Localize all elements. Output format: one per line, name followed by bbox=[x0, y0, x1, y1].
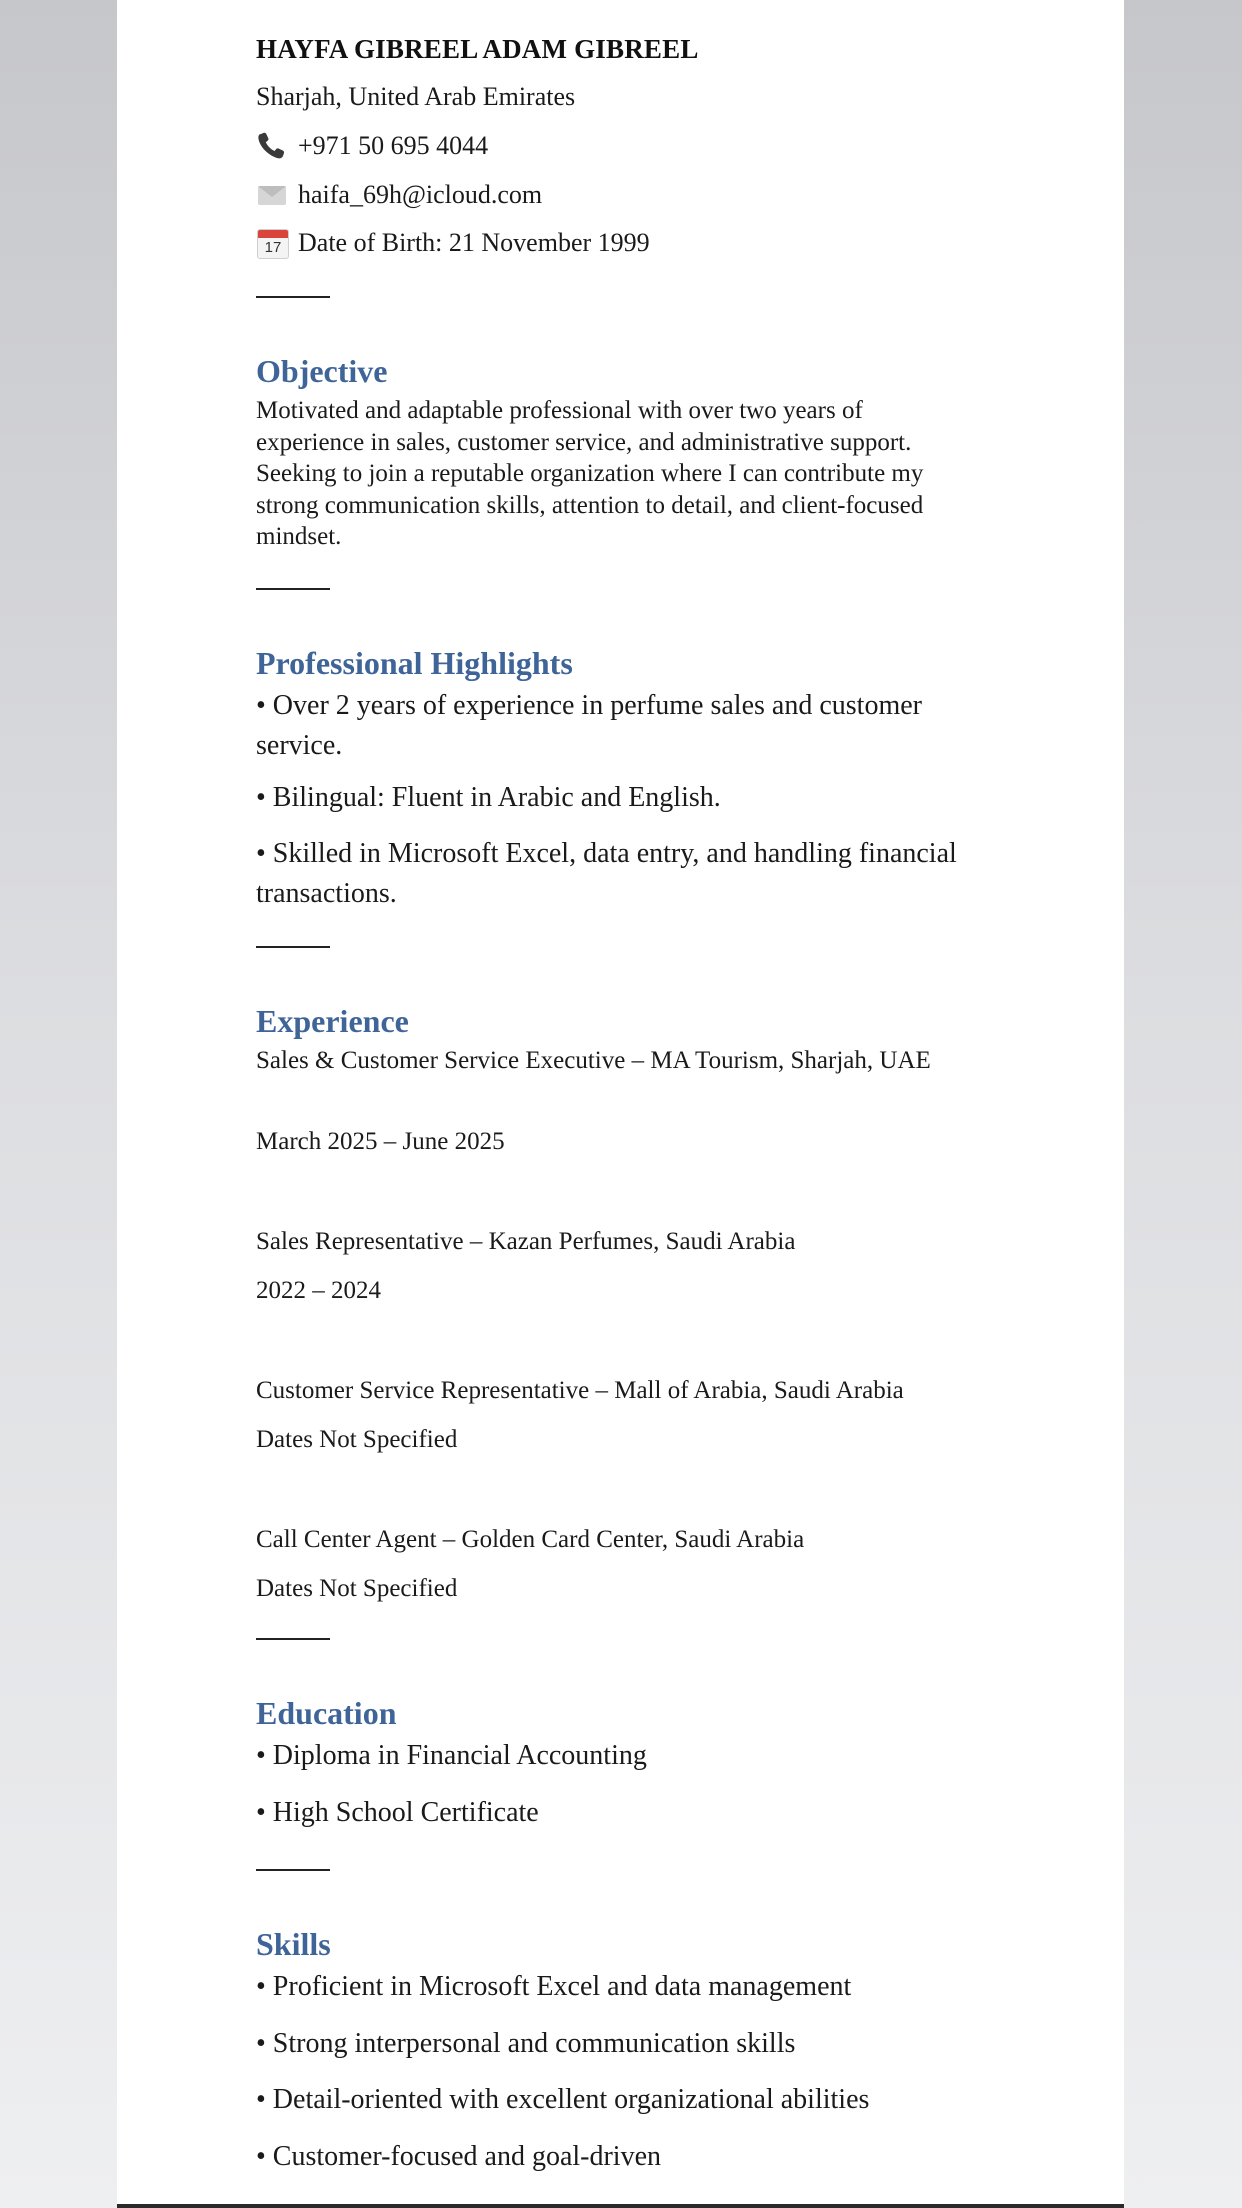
skill-item: • Proficient in Microsoft Excel and data management bbox=[256, 1971, 852, 2002]
objective-text: Motivated and adaptable professional with over two years of experience in sales, customer service, and administrative support. Seeking to join a reputable organization where I can contribute my strong communication skills, attention to detail, and client-focused mindset. bbox=[256, 397, 924, 550]
phone-line[interactable] bbox=[256, 131, 488, 161]
skill-item: • Strong interpersonal and communication skills bbox=[256, 2028, 796, 2059]
highlights-heading: Professional Highlights bbox=[256, 645, 573, 681]
experience-heading: Experience bbox=[256, 1003, 409, 1039]
job-dates: Dates Not Specified bbox=[256, 1426, 458, 1453]
dob-line bbox=[256, 228, 650, 258]
job-title: Customer Service Representative – Mall of Arabia, Saudi Arabia bbox=[256, 1377, 904, 1404]
education-item: • High School Certificate bbox=[256, 1797, 539, 1828]
highlight-item: • Over 2 years of experience in perfume sales and customer service. bbox=[256, 690, 922, 761]
section-divider bbox=[256, 1869, 330, 1871]
job-dates: March 2025 – June 2025 bbox=[256, 1128, 505, 1155]
skill-item: • Customer-focused and goal-driven bbox=[256, 2141, 662, 2172]
job-title: Call Center Agent – Golden Card Center, Saudi Arabia bbox=[256, 1526, 805, 1553]
email-address[interactable]: haifa_69h@icloud.com bbox=[298, 180, 543, 209]
objective-heading: Objective bbox=[256, 353, 388, 389]
email-line[interactable] bbox=[256, 180, 542, 210]
candidate-name: HAYFA GIBREEL ADAM GIBREEL bbox=[256, 34, 699, 64]
education-heading: Education bbox=[256, 1695, 397, 1731]
location-line bbox=[256, 82, 575, 112]
job-title: Sales & Customer Service Executive – MA Tourism, Sharjah, UAE bbox=[256, 1047, 931, 1074]
phone-number[interactable]: +971 50 695 4044 bbox=[298, 131, 489, 160]
resume-page bbox=[117, 0, 1124, 2208]
job-dates: Dates Not Specified bbox=[256, 1575, 458, 1602]
calendar-day: 17 bbox=[264, 239, 282, 256]
job-title: Sales Representative – Kazan Perfumes, Saudi Arabia bbox=[256, 1228, 796, 1255]
location-text: Sharjah, United Arab Emirates bbox=[256, 82, 576, 111]
section-divider bbox=[256, 946, 330, 948]
job-dates: 2022 – 2024 bbox=[256, 1277, 381, 1304]
section-divider bbox=[256, 588, 330, 590]
section-divider bbox=[256, 1638, 330, 1640]
section-divider bbox=[256, 296, 330, 298]
phone-icon bbox=[256, 131, 288, 161]
education-item: • Diploma in Financial Accounting bbox=[256, 1740, 647, 1771]
calendar-icon bbox=[256, 228, 288, 258]
date-of-birth: Date of Birth: 21 November 1999 bbox=[298, 228, 650, 257]
skills-heading: Skills bbox=[256, 1926, 331, 1962]
highlight-item: • Bilingual: Fluent in Arabic and English. bbox=[256, 782, 721, 813]
skill-item: • Detail-oriented with excellent organizational abilities bbox=[256, 2084, 870, 2115]
page-bottom-edge bbox=[117, 2204, 1124, 2208]
highlight-item: • Skilled in Microsoft Excel, data entry, and handling financial transactions. bbox=[256, 838, 957, 909]
envelope-icon bbox=[256, 180, 288, 210]
